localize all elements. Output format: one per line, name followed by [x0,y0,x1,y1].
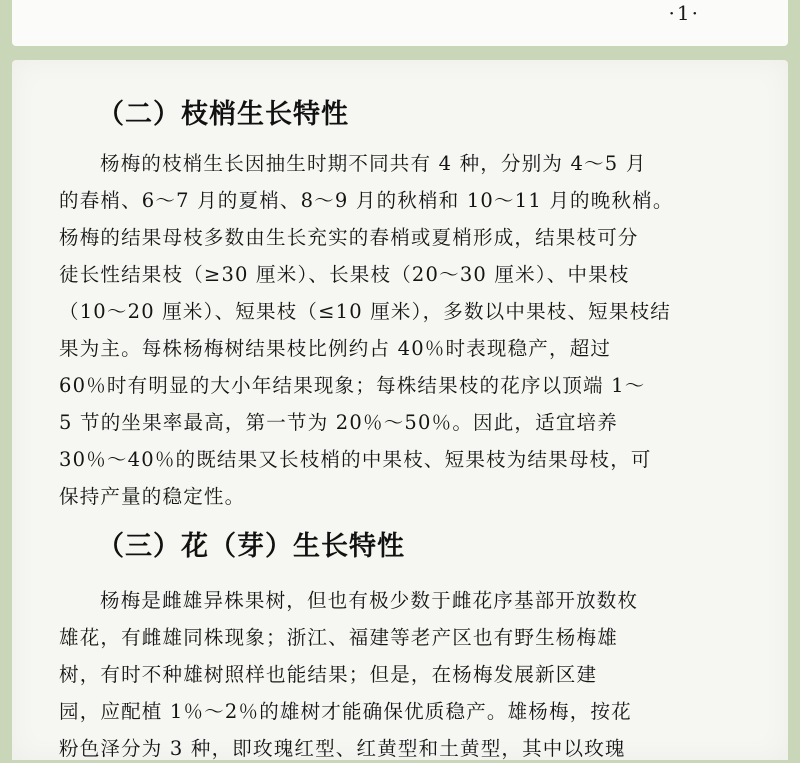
paragraph-line: 30％～40％的既结果又长枝梢的中果枝、短果枝为结果母枝，可 [59,448,652,471]
paragraph-line: 粉色泽分为 3 种，即玫瑰红型、红黄型和土黄型，其中以玫瑰 [59,737,626,760]
paragraph-line: 5 节的坐果率最高，第一节为 20％～50％。因此，适宜培养 [59,411,618,434]
paragraph-line: （10～20 厘米）、短果枝（≤10 厘米），多数以中果枝、短果枝结 [59,300,671,323]
section-heading-flower-growth: （三）花（芽）生长特性 [97,531,405,562]
paragraph-line: 杨梅是雌雄异株果树，但也有极少数于雌花序基部开放数枚 [100,589,639,612]
paragraph-line: 果为主。每株杨梅树结果枝比例约占 40％时表现稳产，超过 [59,337,612,360]
paragraph-line: 杨梅的结果母枝多数由生长充实的春梢或夏梢形成，结果枝可分 [59,226,639,249]
paragraph-line: 雄花，有雌雄同株现象；浙江、福建等老产区也有野生杨梅雄 [59,626,618,649]
paragraph-line: 园，应配植 1％～2％的雄树才能确保优质稳产。雄杨梅，按花 [59,700,632,723]
previous-page-strip [12,0,788,46]
page-number: ·1· [668,1,700,25]
paragraph-line: 60％时有明显的大小年结果现象；每株结果枝的花序以顶端 1～ [59,374,646,397]
section-heading-branch-growth: （二）枝梢生长特性 [97,99,349,130]
paragraph-line: 徒长性结果枝（≥30 厘米）、长果枝（20～30 厘米）、中果枝 [59,263,630,286]
paragraph-line: 杨梅的枝梢生长因抽生时期不同共有 4 种，分别为 4～5 月 [100,152,647,175]
paragraph-line: 的春梢、6～7 月的夏梢、8～9 月的秋梢和 10～11 月的晚秋梢。 [59,189,674,212]
book-page [12,60,788,760]
paragraph-line: 树，有时不种雄树照样也能结果；但是，在杨梅发展新区建 [59,663,598,686]
paragraph-line: 保持产量的稳定性。 [59,485,246,508]
